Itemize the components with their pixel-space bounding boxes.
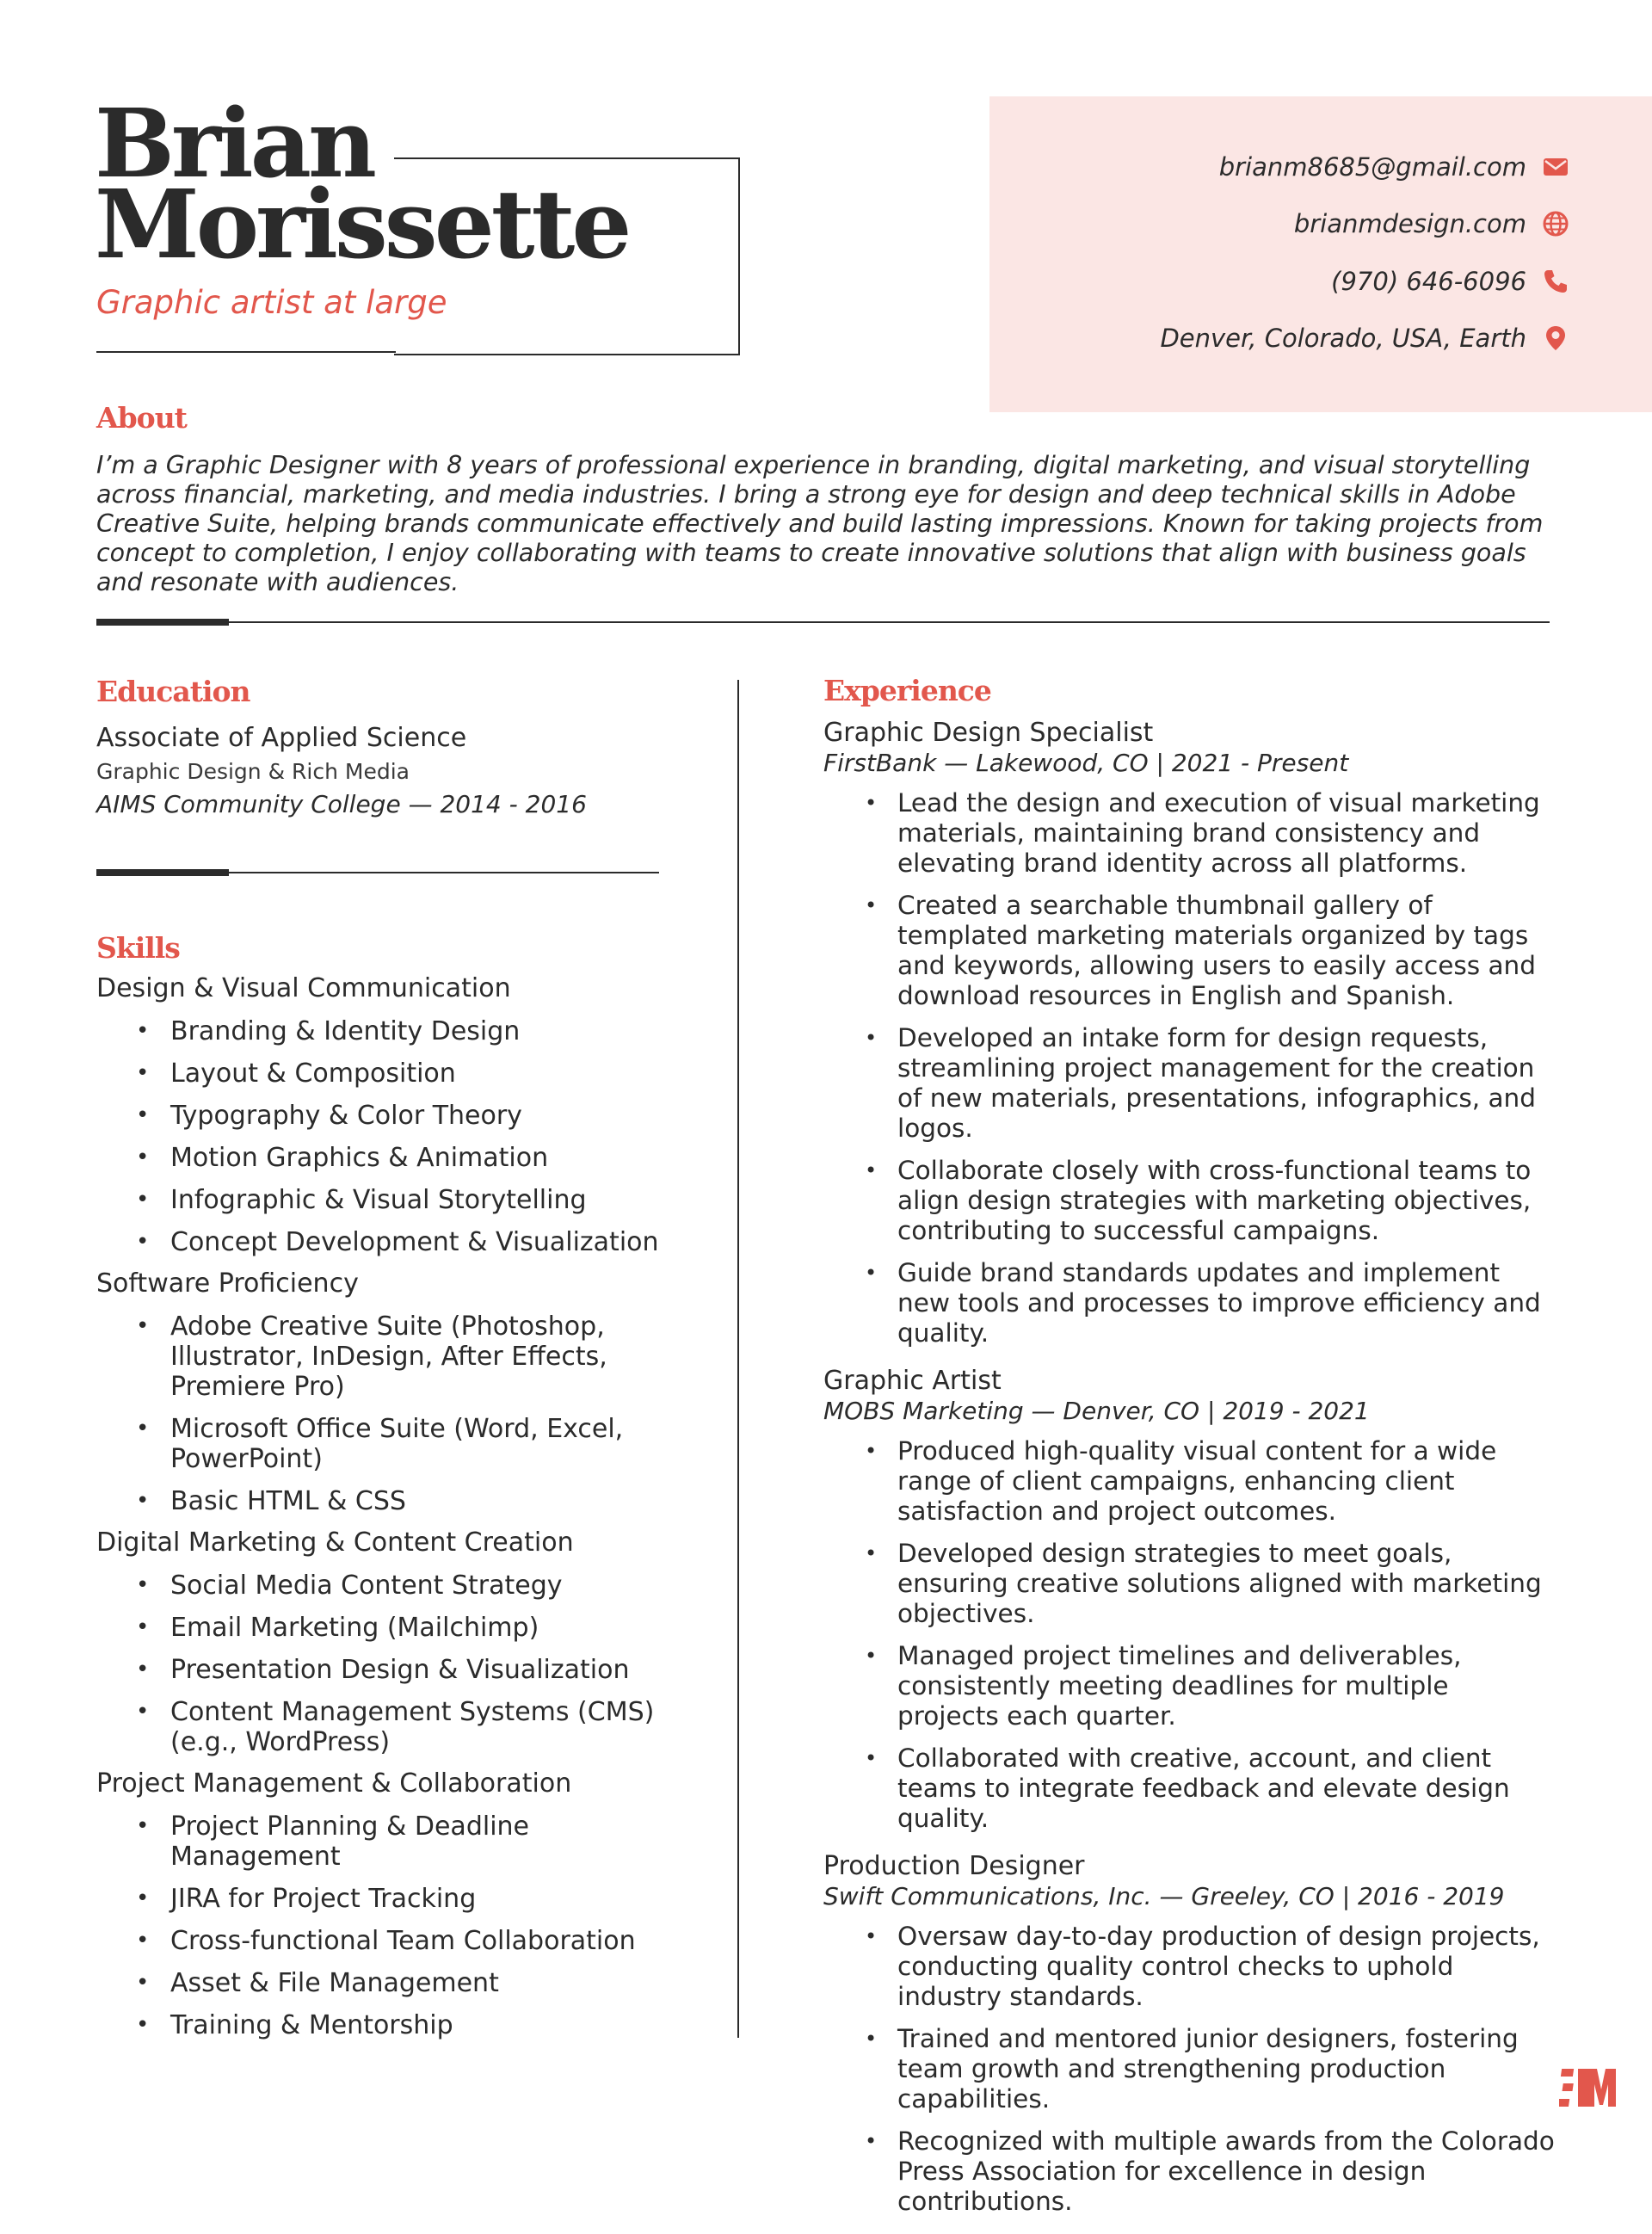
experience-title: Experience xyxy=(823,674,991,707)
job-bullet: • Trained and mentored junior designers, fostering team growth and strengthening production capabilities. xyxy=(823,2024,1555,2114)
skill-item: • Branding & Identity Design xyxy=(96,1016,699,1046)
contact-phone[interactable] xyxy=(1331,264,1569,299)
tagline: Graphic artist at large xyxy=(96,284,447,321)
skill-item: • Microsoft Office Suite (Word, Excel, PowerPoint) xyxy=(96,1414,699,1474)
skill-category: Project Management & Collaboration xyxy=(96,1768,572,1799)
skill-category: Software Proficiency xyxy=(96,1268,359,1299)
skill-item: • Typography & Color Theory xyxy=(96,1101,699,1131)
skill-category: Digital Marketing & Content Creation xyxy=(96,1527,574,1558)
job-bullet: • Recognized with multiple awards from the Colorado Press Association for excellence in design contributions. xyxy=(823,2126,1555,2217)
skill-item: • JIRA for Project Tracking xyxy=(96,1884,699,1914)
name-heading xyxy=(95,88,629,280)
education-title: Education xyxy=(96,675,250,708)
education-divider xyxy=(229,872,659,873)
job-bullets xyxy=(823,788,1555,1348)
skill-list xyxy=(96,1311,699,1516)
job-bullet: • Collaborated with creative, account, and client teams to integrate feedback and elevate design quality. xyxy=(823,1743,1555,1834)
skill-item: • Training & Mentorship xyxy=(96,2010,699,2040)
skill-item: • Motion Graphics & Animation xyxy=(96,1143,699,1173)
skill-item: • Basic HTML & CSS xyxy=(96,1486,699,1516)
globe-icon xyxy=(1542,210,1569,238)
job-bullet: • Produced high-quality visual content for a wide range of client campaigns, enhancing client satisfaction and project outcomes. xyxy=(823,1436,1555,1527)
job-bullet: • Lead the design and execution of visual marketing materials, maintaining brand consistency and elevating brand identity across all platforms. xyxy=(823,788,1555,879)
phone-icon xyxy=(1542,268,1569,295)
skill-item: • Content Management Systems (CMS) (e.g., WordPress) xyxy=(96,1697,699,1757)
about-divider-accent xyxy=(96,619,229,626)
education-divider-accent xyxy=(96,869,229,876)
job-meta: MOBS Marketing — Denver, CO | 2019 - 2021 xyxy=(823,1397,1370,1425)
about-title: About xyxy=(96,401,187,435)
contact-box xyxy=(989,96,1652,412)
skill-item: • Presentation Design & Visualization xyxy=(96,1655,699,1685)
skill-item: • Concept Development & Visualization xyxy=(96,1227,699,1257)
contact-phone-text: (970) 646-6096 xyxy=(1331,267,1526,296)
skills-title: Skills xyxy=(96,931,180,965)
skill-item: • Cross-functional Team Collaboration xyxy=(96,1926,699,1956)
skill-list xyxy=(96,1811,699,2040)
name-underline xyxy=(96,351,396,353)
column-divider xyxy=(737,680,739,2038)
job-bullet: • Oversaw day-to-day production of design projects, conducting quality control checks to uphold industry standards. xyxy=(823,1922,1555,2012)
job-meta: Swift Communications, Inc. — Greeley, CO | 2016 - 2019 xyxy=(823,1882,1505,1910)
skill-item: • Layout & Composition xyxy=(96,1058,699,1089)
mail-icon xyxy=(1542,153,1569,181)
experience-section xyxy=(823,718,1555,2234)
job-meta: FirstBank — Lakewood, CO | 2021 - Present xyxy=(823,749,1349,777)
contact-location-text: Denver, Colorado, USA, Earth xyxy=(1160,324,1526,353)
skill-item: • Social Media Content Strategy xyxy=(96,1571,699,1601)
about-divider xyxy=(229,621,1550,623)
job-bullet: • Developed design strategies to meet goals, ensuring creative solutions aligned with marketing objectives. xyxy=(823,1539,1555,1629)
job-entry xyxy=(823,718,1555,1348)
skill-list xyxy=(96,1016,699,1257)
first-name: Brian xyxy=(95,88,373,199)
job-bullet: • Created a searchable thumbnail gallery of templated marketing materials organized by tags and keywords, allowing users to easily access and download resources in English and Spanish. xyxy=(823,891,1555,1011)
skill-item: • Infographic & Visual Storytelling xyxy=(96,1185,699,1215)
job-bullet: • Developed an intake form for design requests, streamlining project management for the creation of new materials, presentations, infographics, and logos. xyxy=(823,1023,1555,1144)
skills-section xyxy=(96,974,699,2052)
skill-item: • Email Marketing (Mailchimp) xyxy=(96,1613,699,1643)
job-bullet: • Managed project timelines and deliverables, consistently meeting deadlines for multiple projects each quarter. xyxy=(823,1641,1555,1731)
job-title: Production Designer xyxy=(823,1851,1085,1881)
contact-website-text: brianmdesign.com xyxy=(1293,209,1526,238)
job-bullet: • Guide brand standards updates and implement new tools and processes to improve efficiency and quality. xyxy=(823,1258,1555,1348)
job-bullet: • Collaborate closely with cross-functional teams to align design strategies with marketing objectives, contributing to successful campaigns. xyxy=(823,1156,1555,1246)
job-entry xyxy=(823,1851,1555,2217)
education-school: AIMS Community College — 2014 - 2016 xyxy=(96,790,587,818)
contact-website[interactable] xyxy=(1294,207,1569,241)
skill-item: • Asset & File Management xyxy=(96,1968,699,1998)
last-name: Morissette xyxy=(95,169,629,280)
job-title: Graphic Design Specialist xyxy=(823,718,1154,748)
location-pin-icon xyxy=(1542,324,1569,352)
job-title: Graphic Artist xyxy=(823,1366,1002,1396)
skill-item: • Adobe Creative Suite (Photoshop, Illustrator, InDesign, After Effects, Premiere Pro) xyxy=(96,1311,699,1402)
education-field: Graphic Design & Rich Media xyxy=(96,759,410,784)
skill-item: • Project Planning & Deadline Management xyxy=(96,1811,699,1872)
contact-email-text: brianm8685@gmail.com xyxy=(1218,152,1526,182)
skill-list xyxy=(96,1571,699,1757)
education-degree: Associate of Applied Science xyxy=(96,723,467,753)
job-entry xyxy=(823,1366,1555,1834)
contact-location xyxy=(1160,321,1569,355)
about-text: I’m a Graphic Designer with 8 years of professional experience in branding, digital marketing, and visual storytelling across financial, marketing, and media industries. I bring a strong eye for design and deep technical skills in Adobe Creative Suite, helping brands communicate effectively and build lasting impressions. Known for taking projects from concept to completion, I enjoy collaborating with teams to create innovative solutions that align with business goals and resonate with audiences. xyxy=(96,451,1544,596)
job-bullets xyxy=(823,1922,1555,2217)
skill-category: Design & Visual Communication xyxy=(96,973,511,1003)
bm-monogram-logo xyxy=(1559,2064,1621,2112)
contact-email[interactable] xyxy=(1219,150,1569,184)
job-bullets xyxy=(823,1436,1555,1834)
